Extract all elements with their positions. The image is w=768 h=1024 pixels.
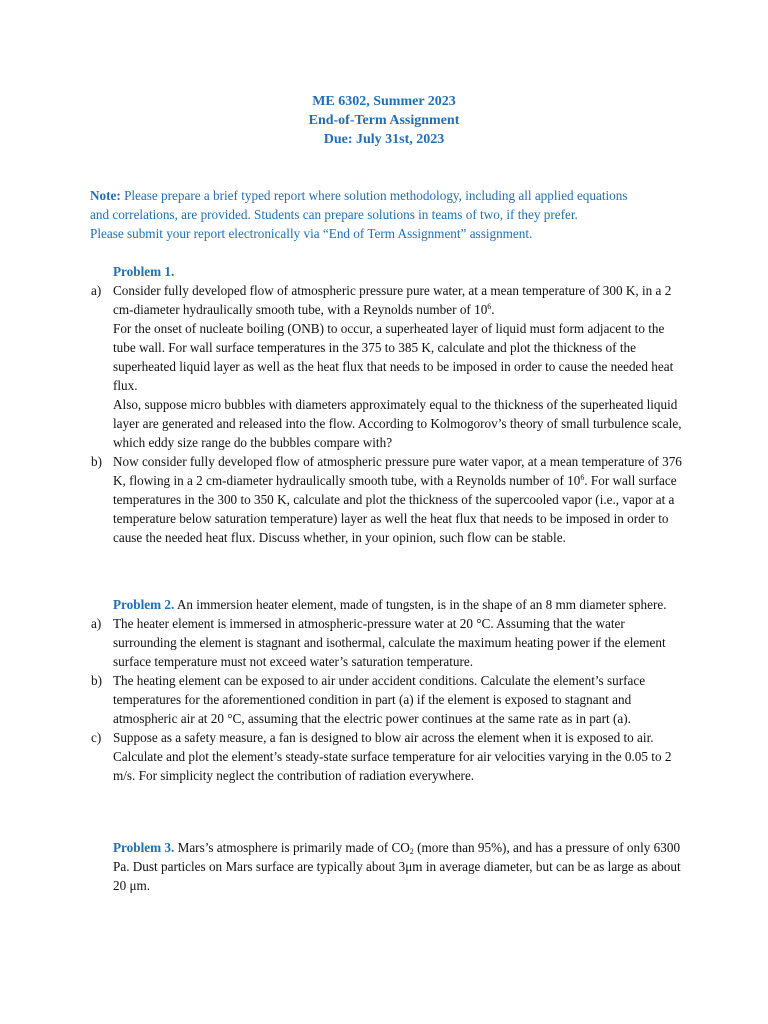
problem-3 [113, 838, 683, 895]
problem-2a-text: The heater element is immersed in atmospheric-pressure water at 20 °C. Assuming that the water surrounding the element is stagnant and isothermal, calculate the maximum heating power if the element surface temperature must not exceed water’s saturation temperature. [113, 616, 666, 669]
note-line-2: and correlations, are provided. Students can prepare solutions in teams of two, if they prefer. [90, 207, 578, 222]
part-marker: a) [91, 283, 102, 298]
problem-2-title: Problem 2. [113, 597, 175, 612]
problem-1a-text-end: . [491, 302, 495, 317]
exponent: 6 [487, 302, 492, 311]
part-marker: b) [91, 673, 102, 688]
problem-3-title: Problem 3. [113, 840, 175, 855]
subscript: 2 [409, 847, 414, 856]
problem-2-part-a [91, 614, 683, 671]
problem-2-intro [113, 595, 683, 614]
problem-3-text-end: (more than 95%), and has a pressure of only 6300 Pa. Dust particles on Mars surface are typically about 3μm in average diameter, but can be as large as about 20 μm. [113, 840, 681, 893]
problem-3-text-start: Mars’s atmosphere is primarily made of CO [174, 840, 410, 855]
assignment-title: End-of-Term Assignment [308, 113, 460, 128]
problem-1a-text: Consider fully developed flow of atmospheric pressure pure water, at a mean temperature of 300 K, in a 2 cm-diameter hydraulically smooth tube, with a Reynolds number of 10 [113, 283, 672, 317]
problem-2b-text: The heating element can be exposed to air under accident conditions. Calculate the element’s surface temperatures for the aforementioned condition in part (a) if the element is exposed to stagnant and atmospheric air at 20 °C, assuming that the electric power continues at the same rate as in part (a). [113, 673, 646, 726]
problem-1a-para-1 [113, 281, 683, 319]
problem-2 [91, 595, 683, 785]
exponent: 6 [580, 473, 585, 482]
course-title: ME 6302, Summer 2023 [312, 94, 456, 109]
due-date: Due: July 31st, 2023 [323, 132, 445, 147]
problem-1 [91, 262, 683, 547]
note-line-1: Please prepare a brief typed report where solution methodology, including all applied equations [120, 188, 628, 203]
problem-2-part-b [91, 671, 683, 728]
problem-1-part-b [91, 452, 683, 547]
note-line-3: Please submit your report electronically via “End of Term Assignment” assignment. [90, 226, 533, 241]
document-header [0, 92, 768, 149]
problem-1b-text-end: . For wall surface temperatures in the 300 to 350 K, calculate and plot the thickness of the supercooled vapor (i.e., vapor at a temperature below saturation temperature) layer as well the heat flux that needs to be imposed in order to cause the needed heat flux. Discuss whether, in your opinion, such flow can be stable. [113, 473, 677, 545]
note-block [90, 186, 690, 243]
note-label: Note: [90, 188, 121, 203]
problem-1a-para-3: Also, suppose micro bubbles with diameters approximately equal to the thickness of the superheated liquid layer are generated and released into the flow. According to Kolmogorov’s theory of small turbulence scale, which eddy size range do the bubbles compare with? [113, 397, 682, 450]
problem-1-title: Problem 1. [113, 264, 175, 279]
part-marker: a) [91, 616, 102, 631]
part-marker: c) [91, 730, 102, 745]
problem-1a-para-2: For the onset of nucleate boiling (ONB) to occur, a superheated layer of liquid must form adjacent to the tube wall. For wall surface temperatures in the 375 to 385 K, calculate and plot the thickness of the superheated liquid layer as well as the heat flux that needs to be imposed in order to cause the needed heat flux. [113, 321, 674, 393]
problem-2-intro-text: An immersion heater element, made of tungsten, is in the shape of an 8 mm diameter sphere. [174, 597, 667, 612]
problem-2-part-c [91, 728, 683, 785]
part-marker: b) [91, 454, 102, 469]
problem-1b-text: Now consider fully developed flow of atmospheric pressure pure water vapor, at a mean temperature of 376 K, flowing in a 2 cm-diameter hydraulically smooth tube, with a Reynolds number of 10 [113, 454, 682, 488]
problem-3-text [113, 838, 683, 895]
problem-2c-text: Suppose as a safety measure, a fan is designed to blow air across the element when it is exposed to air. Calculate and plot the element’s steady-state surface temperature for air velocities varying in the 0.05 to 2 m/s. For simplicity neglect the contribution of radiation everywhere. [113, 730, 672, 783]
problem-1-part-a [91, 281, 683, 452]
problem-1b-para [113, 452, 683, 547]
